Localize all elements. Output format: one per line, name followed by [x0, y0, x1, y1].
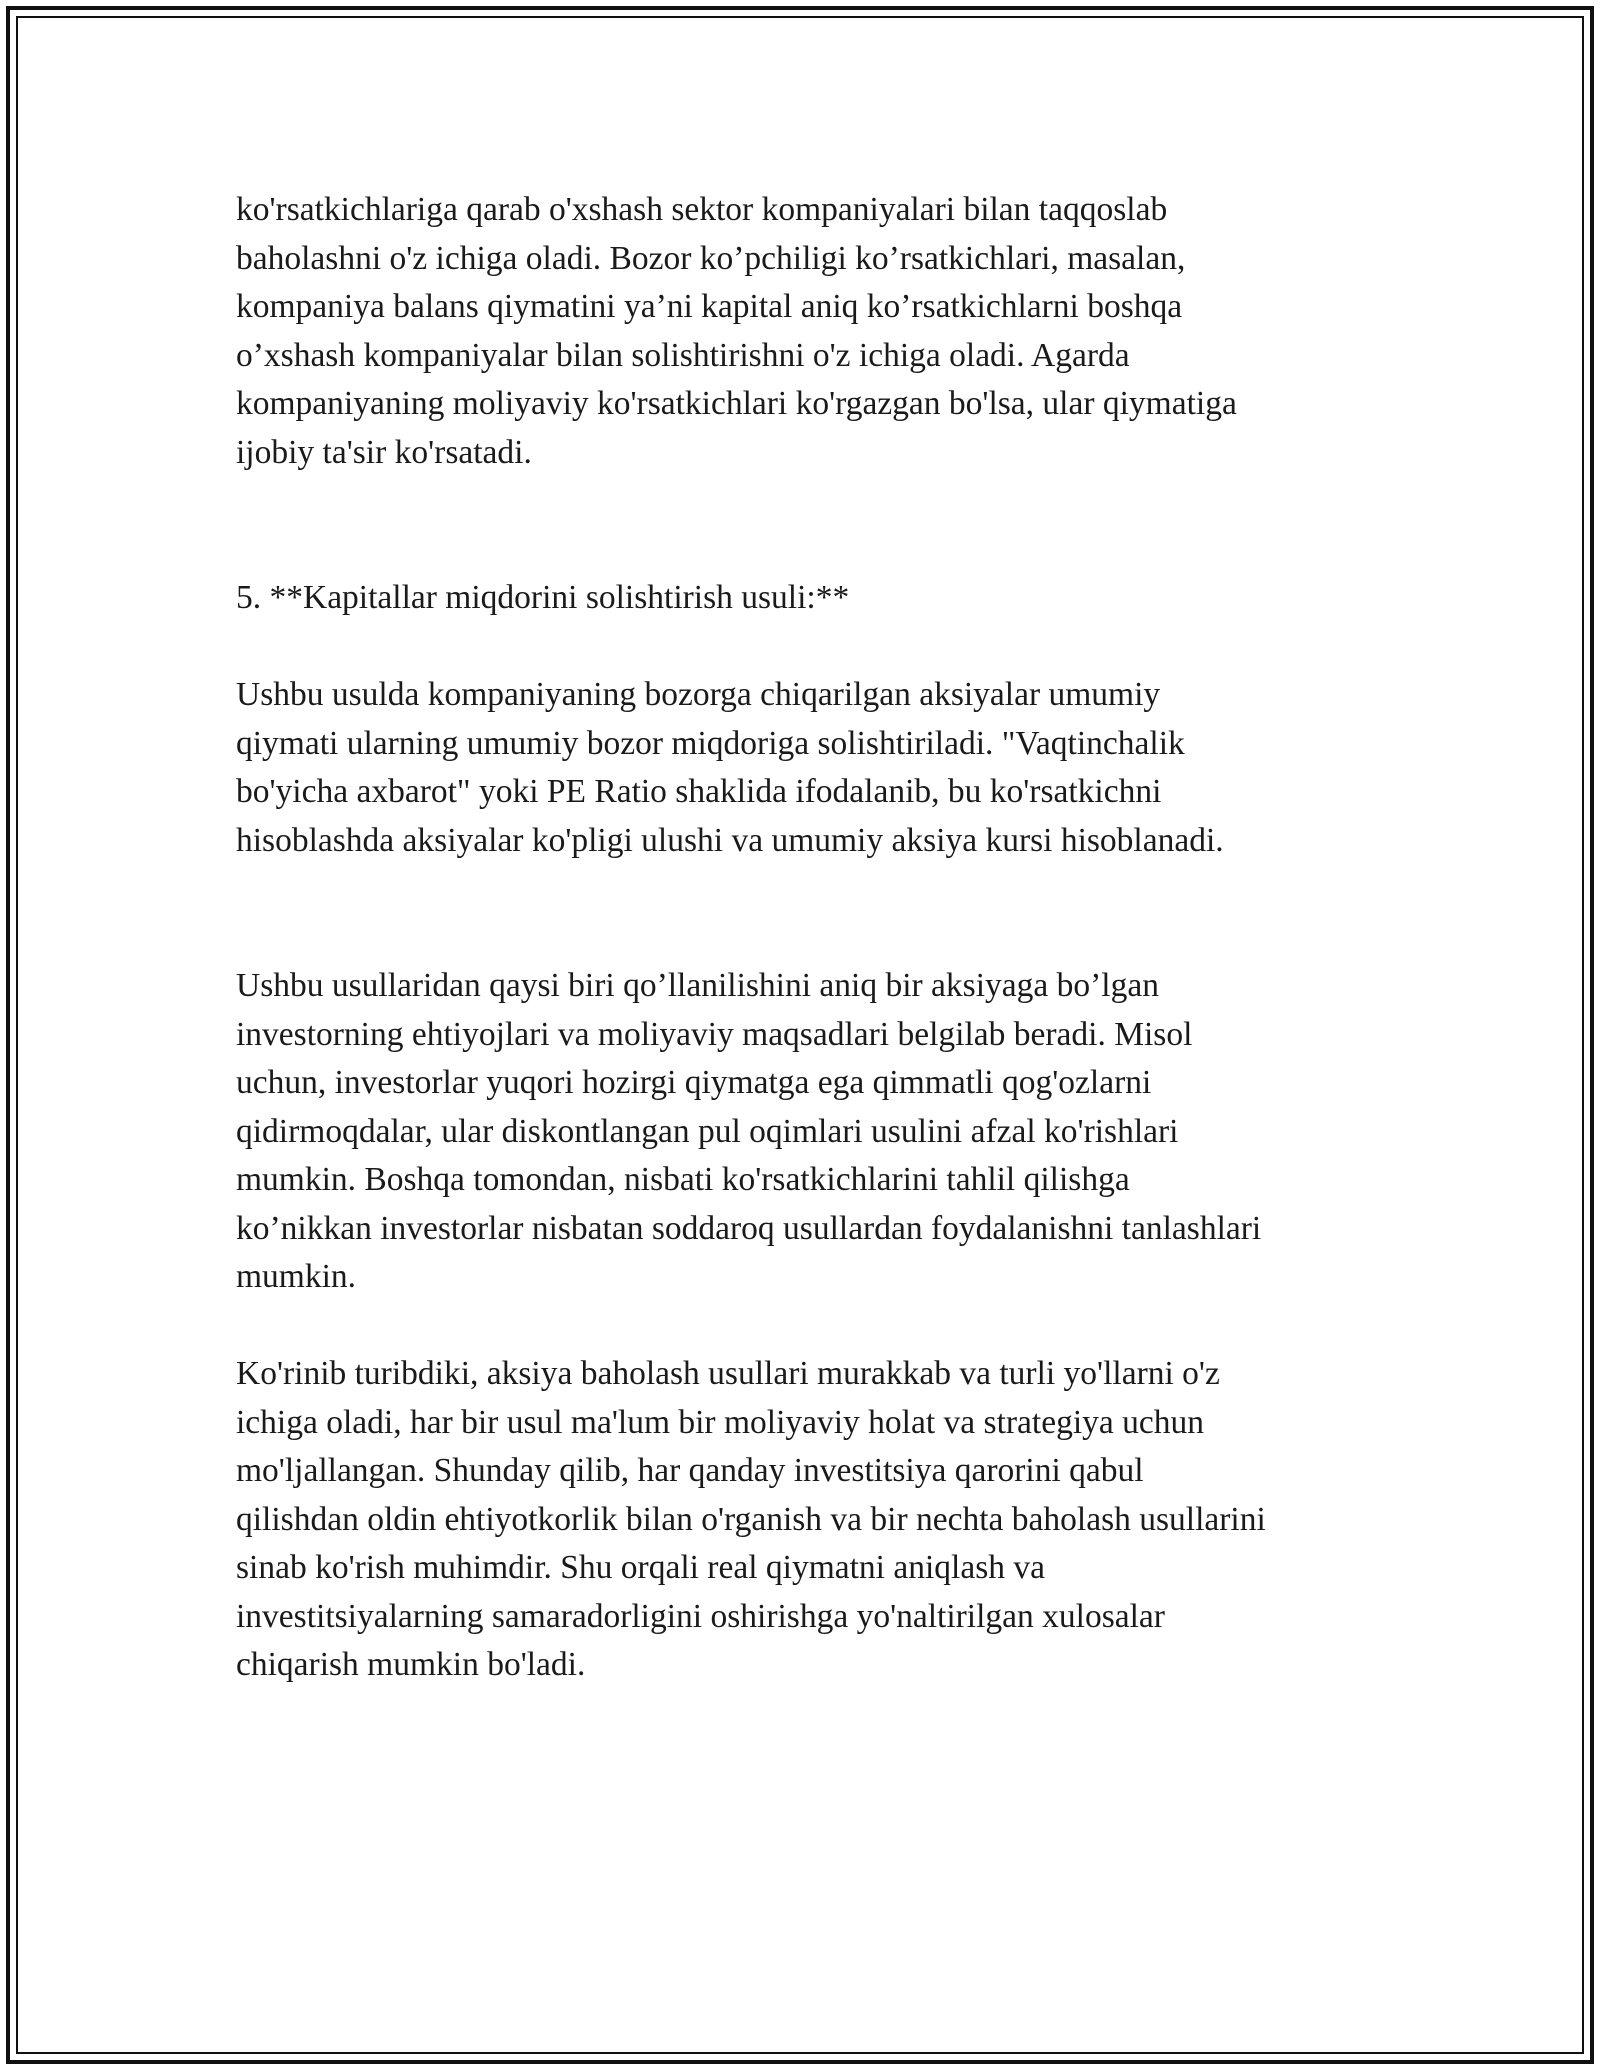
list-item-body: Ushbu usulda kompaniyaning bozorga chiqarilgan aksiyalar umumiy qiymati ularning umumiy bozor miqdoriga solishtiriladi. "Vaqtinchalik bo'yicha axbarot" yoki PE Ratio shaklida ifodalanib, bu ko'rsatkichni hisoblashda aksiyalar ko'pligi ulushi va umumiy aksiya kursi hisoblanadi. — [236, 676, 1224, 859]
document-body — [236, 186, 1366, 1690]
paragraph-conclusion: Ko'rinib turibdiki, aksiya baholash usullari murakkab va turli yo'llarni o'z ichiga oladi, har bir usul ma'lum bir moliyaviy holat va strategiya uchun mo'ljallangan. Shunday qilib, har qanday investitsiya qarorini qabul qilishdan oldin ehtiyotkorlik bilan o'rganish va bir nechta baholash usullarini sinab ko'rish muhimdir. Shu orqali real qiymatni aniqlash va investitsiyalarning samaradorligini oshirishga yo'naltirilgan xulosalar chiqarish mumkin bo'ladi. — [236, 1355, 1266, 1683]
paragraph-methods-choice: Ushbu usullaridan qaysi biri qo’llanilishini aniq bir aksiyaga bo’lgan investorning ehtiyojlari va moliyaviy maqsadlari belgilab beradi. Misol uchun, investorlar yuqori hozirgi qiymatga ega qimmatli qog'ozlarni qidirmoqdalar, ular diskontlangan pul oqimlari usulini afzal ko'rishlari mumkin. Boshqa tomondan, nisbati ko'rsatkichlarini tahlil qilishga ko’nikkan investorlar nisbatan soddaroq usullardan foydalanishni tanlashlari mumkin. — [236, 967, 1262, 1295]
paragraph-intro: ko'rsatkichlariga qarab o'xshash sektor kompaniyalari bilan taqqoslab baholashni o'z ichiga oladi. Bozor ko’pchiligi ko’rsatkichlari, masalan, kompaniya balans qiymatini ya’ni kapital aniq ko’rsatkichlarni boshqa o’xshash kompaniyalar bilan solishtirishni o'z ichiga oladi. Agarda kompaniyaning moliyaviy ko'rsatkichlari ko'rgazgan bo'lsa, ular qiymatiga ijobiy ta'sir ko'rsatadi. — [236, 191, 1237, 471]
list-item-heading: 5. **Kapitallar miqdorini solishtirish usuli:** — [236, 579, 850, 616]
list-item-5 — [236, 526, 1366, 914]
